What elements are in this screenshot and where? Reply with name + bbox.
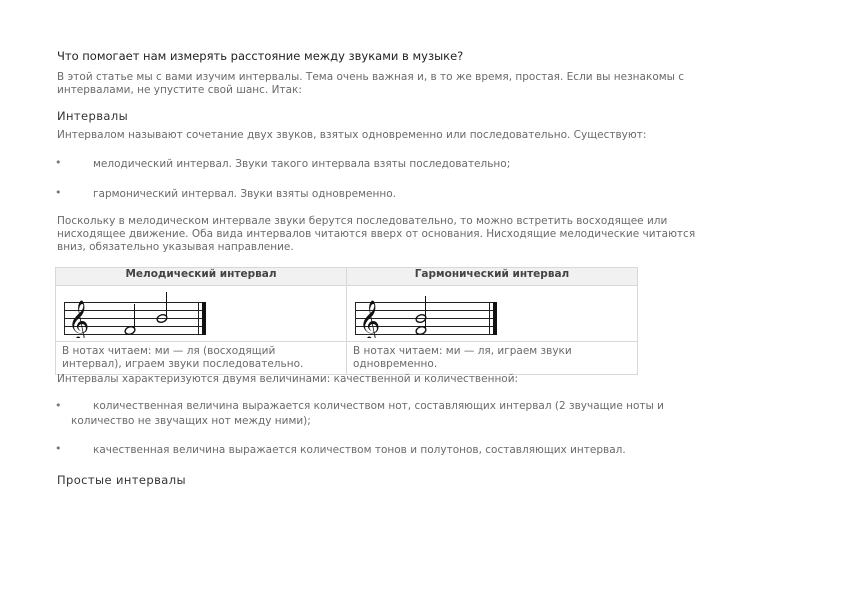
harmonic-caption	[347, 342, 638, 375]
bullet-marker: •	[55, 442, 62, 455]
treble-clef-icon: 𝄞	[359, 301, 381, 338]
definition-text: Интервалом называют сочетание двух звуков, взятых одновременно или последовательно. Существуют:	[57, 129, 647, 141]
characteristics-lead: Интервалы характеризуются двумя величинами: качественной и количественной:	[57, 373, 519, 385]
caption-line: интервал), играем звуки последовательно.	[62, 358, 304, 370]
bullet-marker: •	[55, 156, 62, 169]
paragraph-line: вниз, обязательно указывая направление.	[57, 241, 294, 253]
interval-table	[55, 267, 638, 375]
list-item: мелодический интервал. Звуки такого интервала взяты последовательно;	[93, 158, 511, 170]
treble-clef-icon: 𝄞	[68, 301, 90, 338]
page-title: Что помогает нам измерять расстояние между звуками в музыке?	[57, 49, 464, 63]
chord-e-a	[415, 296, 427, 336]
caption-line: В нотах читаем: ми — ля (восходящий	[62, 345, 276, 357]
list-item: качественная величина выражается количеством тонов и полутонов, составляющих интервал.	[93, 444, 626, 456]
section-heading-simple-intervals: Простые интервалы	[57, 473, 186, 487]
melodic-staff	[56, 286, 346, 338]
table-header-harmonic: Гармонический интервал	[347, 268, 638, 286]
direction-paragraph	[57, 215, 695, 254]
harmonic-staff	[347, 286, 637, 338]
melodic-notation-cell	[56, 286, 347, 342]
section-heading-intervals: Интервалы	[57, 109, 129, 123]
list-item-continuation: количество не звучащих нот между ними);	[71, 415, 311, 427]
bullet-marker: •	[55, 186, 62, 199]
caption-line: В нотах читаем: ми — ля, играем звуки	[353, 345, 572, 357]
intro-paragraph	[57, 71, 684, 97]
note-e	[124, 304, 136, 336]
harmonic-notation-cell	[347, 286, 638, 342]
table-header-melodic: Мелодический интервал	[56, 268, 347, 286]
paragraph-line: Поскольку в мелодическом интервале звуки берутся последовательно, то можно встретить восходящее или	[57, 215, 668, 227]
caption-line: одновременно.	[353, 358, 438, 370]
bullet-marker: •	[55, 399, 62, 412]
paragraph-line: нисходящее движение. Оба вида интервалов читаются вверх от основания. Нисходящие мелодические читаются	[57, 228, 696, 240]
intro-line: интервалами, не упустите свой шанс. Итак:	[57, 84, 302, 96]
list-item: гармонический интервал. Звуки взяты одновременно.	[93, 188, 396, 200]
list-item: количественная величина выражается количеством нот, составляющих интервал (2 звучащие ноты и	[93, 400, 664, 412]
intro-line: В этой статье мы с вами изучим интервалы. Тема очень важная и, в то же время, простая. Если вы незнакомы с	[57, 71, 685, 83]
melodic-caption	[56, 342, 347, 375]
